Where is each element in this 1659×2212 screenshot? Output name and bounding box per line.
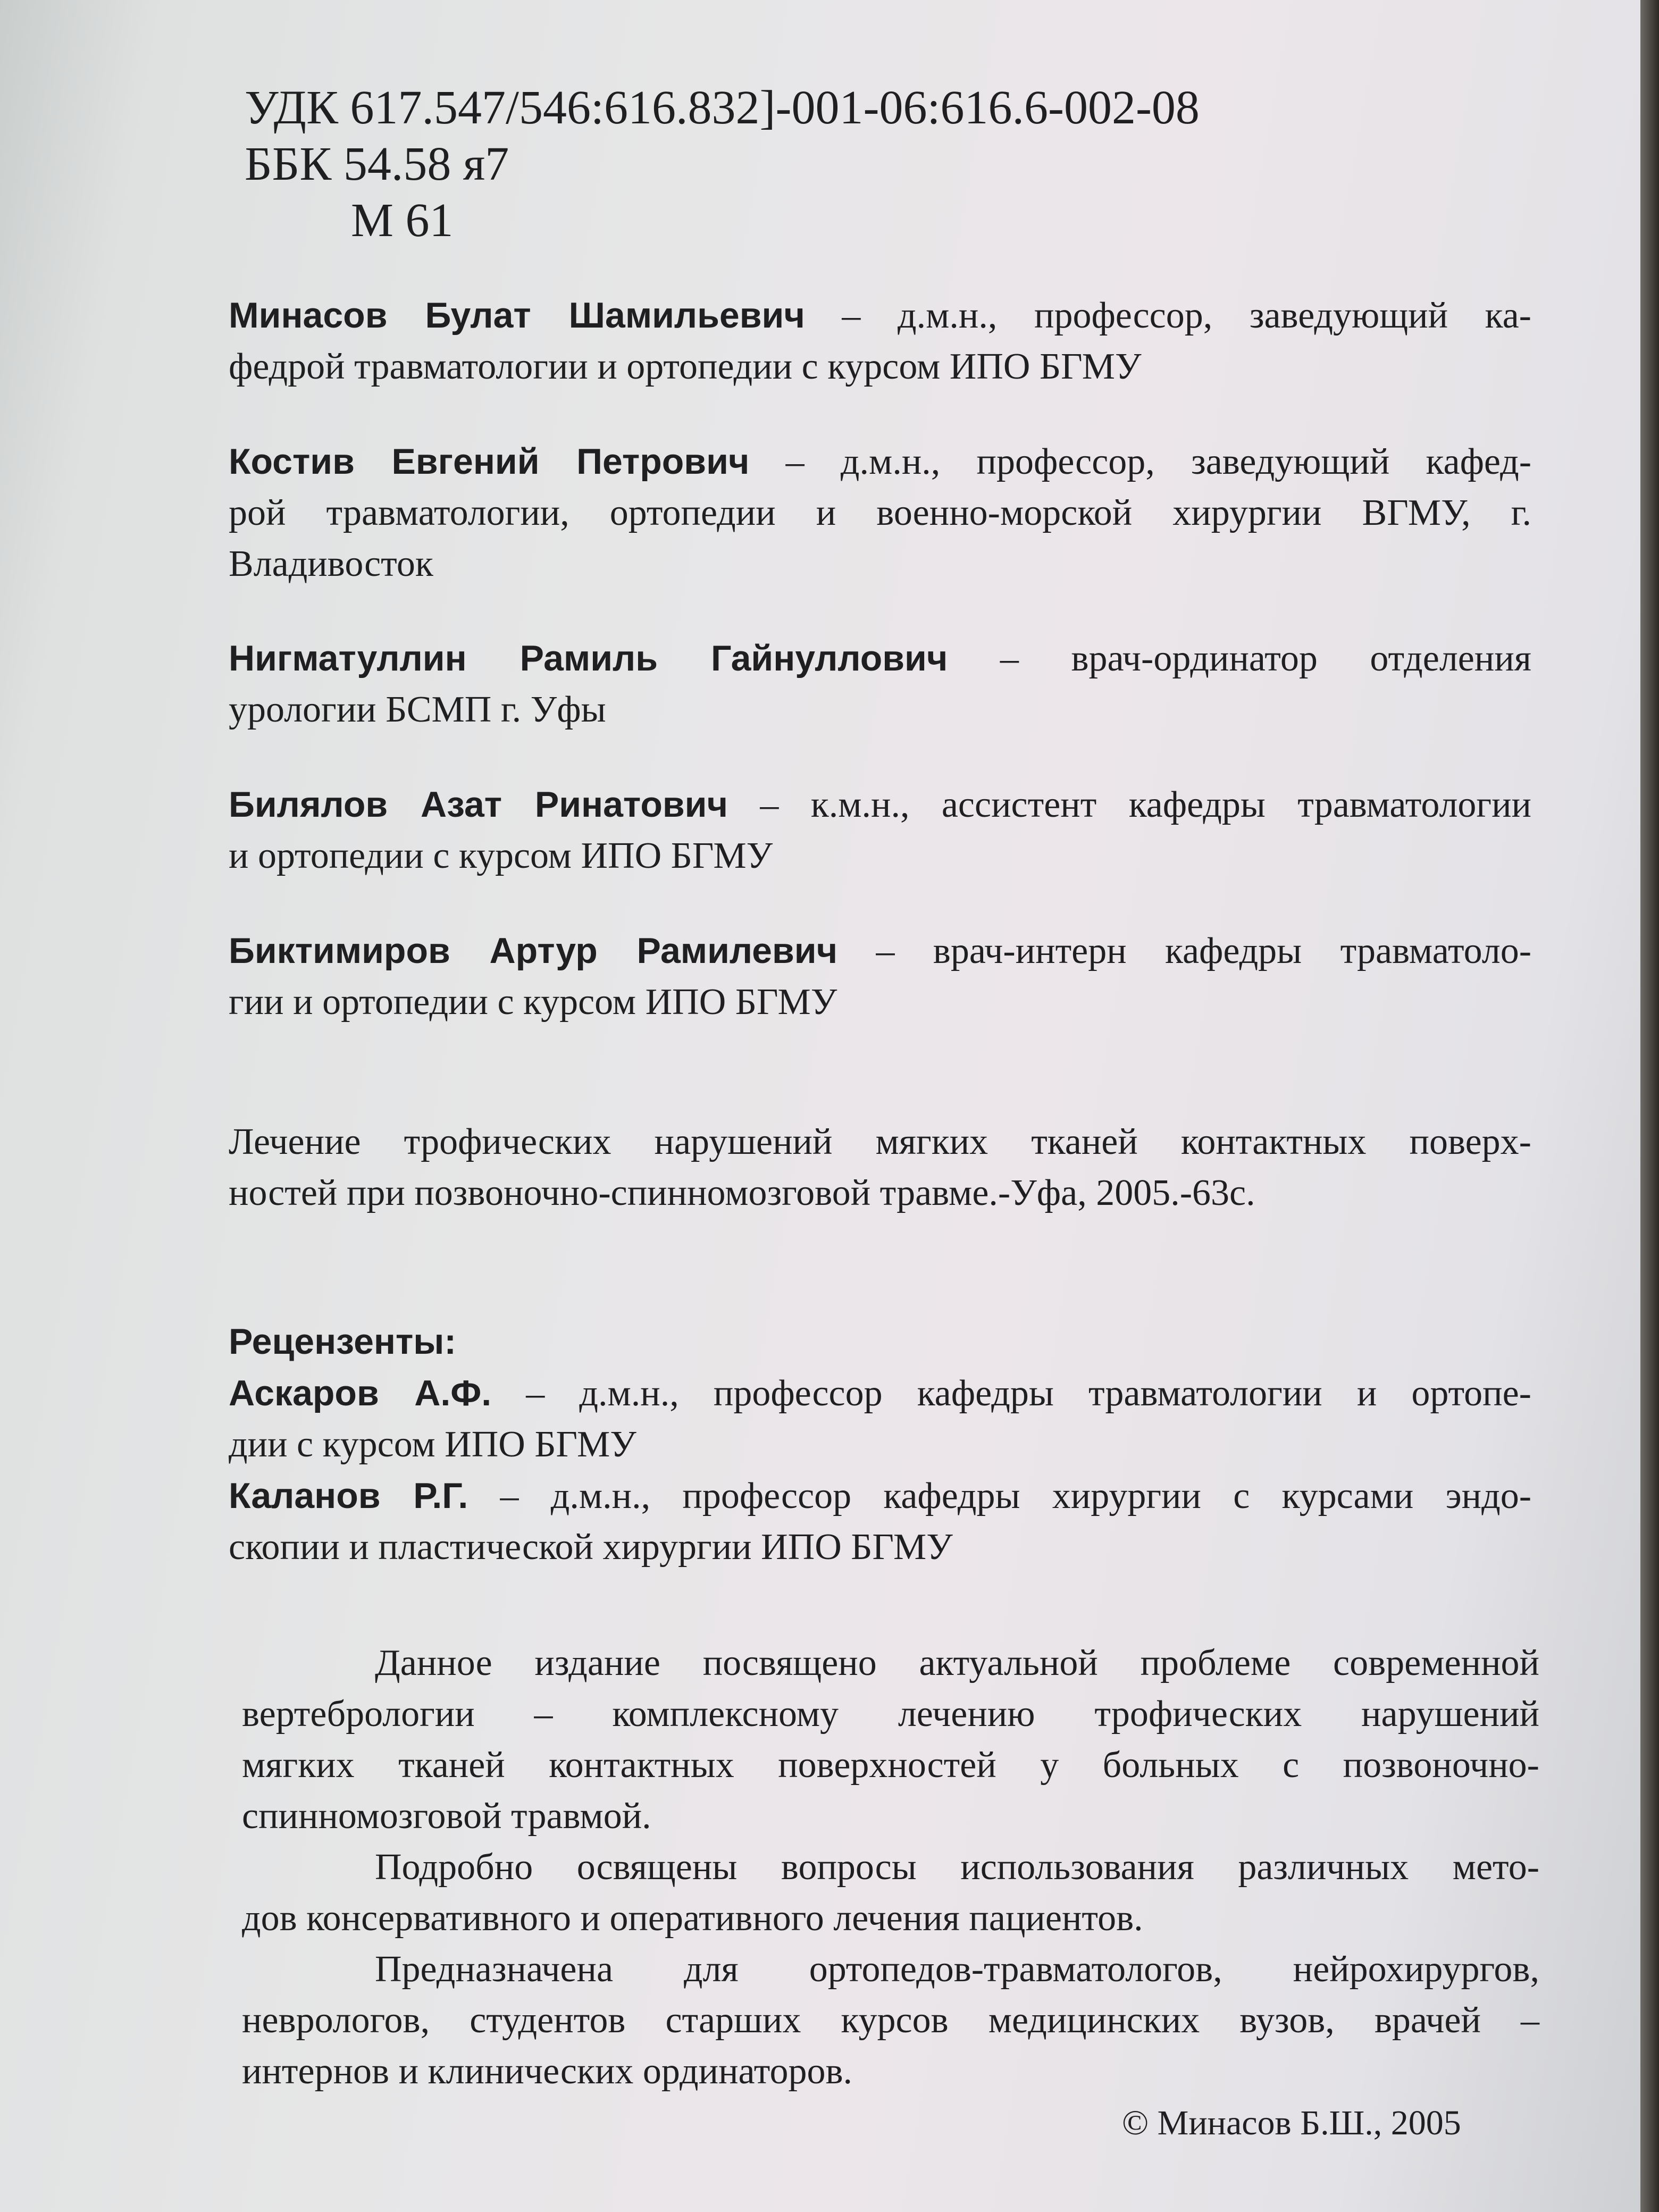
author-description: федрой травматологии и ортопедии с курсом ИПО БГМУ <box>229 346 1142 387</box>
page-edge <box>1640 0 1659 2212</box>
reviewers-heading: Рецензенты: <box>229 1321 456 1362</box>
author-mark: М 61 <box>351 194 454 247</box>
annotation-line: мягких тканей контактных поверхностей у больных с позвоночно- <box>242 1745 1539 1786</box>
author-description: – к.м.н., ассистент кафедры травматологии <box>727 784 1532 825</box>
reviewer-description: скопии и пластической хирургии ИПО БГМУ <box>229 1527 953 1568</box>
annotation-line: Подробно освящены вопросы использования различных мето- <box>375 1847 1539 1888</box>
author-description: – д.м.н., профессор, заведующий кафед- <box>749 441 1531 482</box>
udk-code: УДК 617.547/546:616.832]-001-06:616.6-002-08 <box>245 81 1200 134</box>
annotation-line: неврологов, студентов старших курсов медицинских вузов, врачей – <box>242 2000 1539 2041</box>
reviewer-description: – д.м.н., профессор кафедры хирургии с курсами эндо- <box>468 1476 1532 1516</box>
bibliographic-line: Лечение трофических нарушений мягких тканей контактных поверх- <box>229 1121 1531 1162</box>
annotation-line: вертебрологии – комплексному лечению трофических нарушений <box>242 1694 1539 1735</box>
annotation-line: Данное издание посвящено актуальной проблеме современной <box>375 1643 1539 1683</box>
author-name: Биктимиров Артур Рамилевич <box>229 931 838 971</box>
reviewer-name: Аскаров А.Ф. <box>229 1373 492 1413</box>
author-description: урологии БСМП г. Уфы <box>229 689 606 730</box>
author-entry <box>229 779 1531 882</box>
author-name: Билялов Азат Ринатович <box>229 784 728 825</box>
bbk-code: ББК 54.58 я7 <box>245 138 509 190</box>
author-name: Костив Евгений Петрович <box>229 441 750 482</box>
author-entry <box>229 290 1531 392</box>
reviewer-name: Каланов Р.Г. <box>229 1476 468 1516</box>
author-description: Владивосток <box>229 543 433 584</box>
annotation-line: спинномозговой травмой. <box>242 1796 651 1837</box>
bibliographic-description <box>229 1117 1531 1219</box>
author-description: – врач-ординатор отделения <box>948 638 1531 679</box>
author-entry <box>229 436 1531 590</box>
reviewer-description: – д.м.н., профессор кафедры травматологии и ортопе- <box>491 1373 1531 1414</box>
annotation-line: Предназначена для ортопедов-травматологов, нейрохирургов, <box>375 1949 1539 1990</box>
author-description: – врач-интерн кафедры травматоло- <box>837 931 1531 971</box>
author-description: – д.м.н., профессор, заведующий ка- <box>805 295 1531 336</box>
reviewer-description: дии с курсом ИПО БГМУ <box>229 1424 636 1465</box>
author-name: Нигматуллин Рамиль Гайнуллович <box>229 638 948 678</box>
bibliographic-line: ностей при позвоночно-спинномозговой травме.-Уфа, 2005.-63с. <box>229 1172 1255 1213</box>
annotation <box>242 1638 1539 2097</box>
author-entry <box>229 633 1531 735</box>
copyright-notice: © Минасов Б.Ш., 2005 <box>1122 2104 1461 2142</box>
classification-codes <box>245 80 1200 249</box>
annotation-line: интернов и клинических ординаторов. <box>242 2051 853 2092</box>
author-description: гии и ортопедии с курсом ИПО БГМУ <box>229 982 837 1023</box>
author-name: Минасов Булат Шамильевич <box>229 295 805 336</box>
author-description: рой травматологии, ортопедии и военно-морской хирургии ВГМУ, г. <box>229 492 1531 533</box>
author-entry <box>229 925 1531 1028</box>
annotation-line: дов консервативного и оперативного лечения пациентов. <box>242 1898 1143 1939</box>
author-description: и ортопедии с курсом ИПО БГМУ <box>229 835 773 876</box>
reviewers-section <box>229 1316 1531 1573</box>
